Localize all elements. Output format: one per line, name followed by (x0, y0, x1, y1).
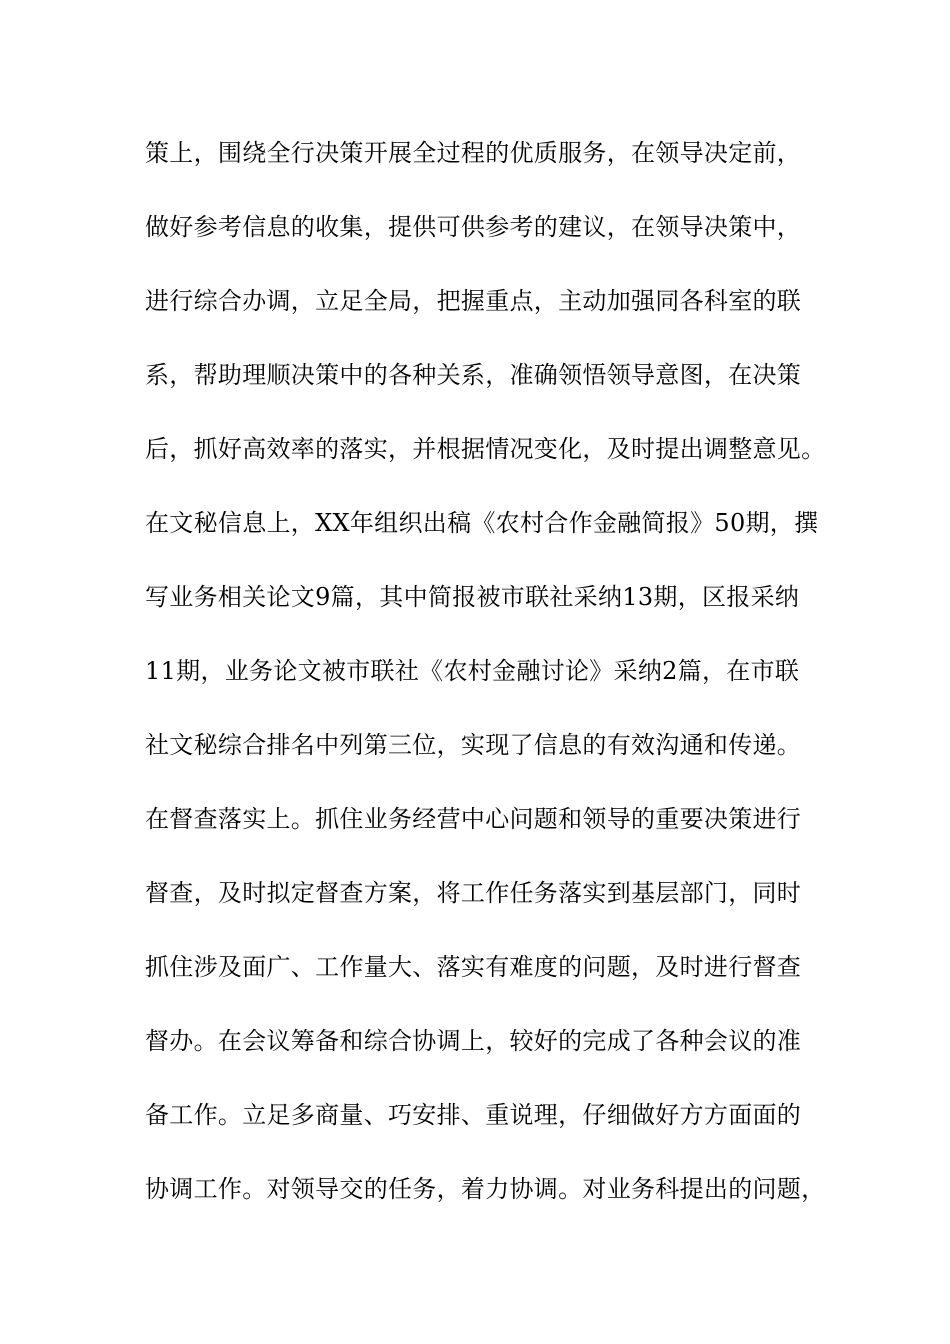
text-line: 做好参考信息的收集，提供可供参考的建议，在领导决策中， (145, 213, 802, 241)
text-line: 在文秘信息上，XX年组织出稿《农村合作金融简报》50期，撰 (145, 509, 819, 537)
text-line: 在督查落实上。抓住业务经营中心问题和领导的重要决策进行 (145, 805, 802, 833)
text-line: 后，抓好高效率的落实，并根据情况变化，及时提出调整意见。 (145, 435, 826, 463)
text-line: 协调工作。对领导交的任务，着力协调。对业务科提出的问题， (145, 1175, 826, 1203)
text-line: 策上，围绕全行决策开展全过程的优质服务，在领导决定前， (145, 139, 802, 167)
text-line: 督办。在会议筹备和综合协调上，较好的完成了各种会议的准 (145, 1027, 802, 1055)
text-line: 写业务相关论文9篇，其中简报被市联社采纳13期，区报采纳 (145, 583, 800, 611)
text-line: 系，帮助理顺决策中的各种关系，准确领悟领导意图，在决策 (145, 361, 802, 389)
text-line: 进行综合办调，立足全局，把握重点，主动加强同各科室的联 (145, 287, 802, 315)
text-line: 11期，业务论文被市联社《农村金融讨论》采纳2篇，在市联 (145, 657, 800, 685)
text-line: 备工作。立足多商量、巧安排、重说理，仔细做好方方面面的 (145, 1101, 802, 1129)
text-line: 督查，及时拟定督查方案，将工作任务落实到基层部门，同时 (145, 879, 802, 907)
text-line: 抓住涉及面广、工作量大、落实有难度的问题，及时进行督查 (145, 953, 802, 981)
text-line: 社文秘综合排名中列第三位，实现了信息的有效沟通和传递。 (145, 731, 802, 759)
body-text (145, 131, 845, 1241)
